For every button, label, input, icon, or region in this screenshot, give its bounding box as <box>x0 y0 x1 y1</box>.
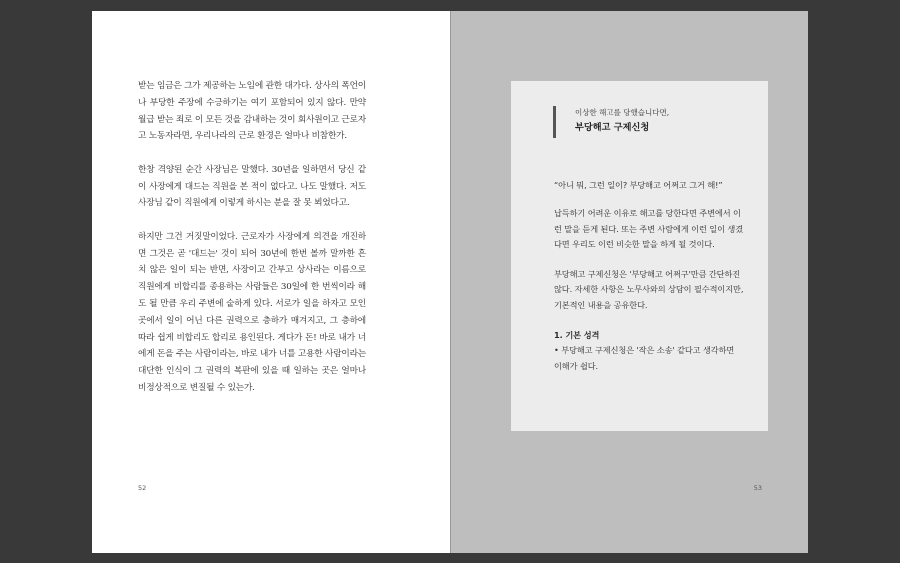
card-quote: “아니 뭐, 그런 일이? 부당해고 어쩌고 그거 해!” <box>554 180 723 190</box>
paragraph: 한창 격양된 순간 사장님은 말했다. 30년을 일하면서 당신 같이 사장에게 대드는 직원을 본 적이 없다고. 나도 말했다. 저도 사장님 같이 직원에게 이렇게 하시는 분을 잘 못 뵈었다고. <box>138 164 366 209</box>
left-page <box>92 11 450 553</box>
section-heading: 1. 기본 성격 <box>554 330 600 341</box>
page-number-left: 52 <box>138 484 147 492</box>
card-paragraph: 납득하기 어려운 이유로 해고를 당한다면 주변에서 이런 말을 듣게 된다. 또는 주변 사람에게 이런 일이 생겼다면 우리도 이런 비슷한 말을 하게 될 것이다. <box>554 208 744 249</box>
info-card <box>511 81 768 431</box>
right-page <box>451 11 808 553</box>
card-title: 부당해고 구제신청 <box>575 122 650 133</box>
paragraph: 하지만 그건 거짓말이었다. 근로자가 사장에게 의견을 개진하면 그것은 곧 '대드는' 것이 되어 30년에 한번 볼까 말까한 흔치 않은 일이 되는 반면, 사장이고 간부고 상사라는 이름으로 직원에게 비합리를 종용하는 사람들은 30일에 한 번씩이라 해도 될 만큼 우리 주변에 숱하게 있다. 서로가 일을 하자고 모인 곳에서 일이 어닌 다른 권력으로 층하가 매겨지고, 그 층하에 따라 쉽게 비합리도 합리로 용인된다. 게다가 돈! 바로 내가 너에게 돈을 주는 사람이라는, 바로 내가 너를 고용한 사람이라는 대단한 인식이 그 권력의 복판에 있을 때 일하는 곳은 얼마나 비정상적으로 변질될 수 있는가. <box>138 231 366 393</box>
left-page-text <box>138 78 366 413</box>
card-subtitle: 이상한 해고를 당했습니다면, <box>575 108 670 117</box>
page-number-right: 53 <box>753 484 762 492</box>
paragraph: 받는 임금은 그가 제공하는 노임에 관한 대가다. 상사의 폭언이나 부당한 주장에 수긍하기는 여기 포함되어 있지 않다. 만약 월급 받는 죄로 이 모든 것을 감내하는 것이 회사원이고 근로자고 노동자라면, 우리나라의 근로 환경은 얼마나 비참한가. <box>138 81 366 142</box>
card-body <box>554 178 744 389</box>
bullet-item: • 부당해고 구제신청은 '작은 소송' 같다고 생각하면 이해가 쉽다. <box>554 345 735 371</box>
card-heading <box>553 106 669 138</box>
card-paragraph: 부당해고 구제신청은 '부당해고 어쩌구'만큼 간단하진 않다. 자세한 사항은 노무사와의 상담이 필수적이지만, 기본적인 내용을 공유한다. <box>554 269 744 310</box>
